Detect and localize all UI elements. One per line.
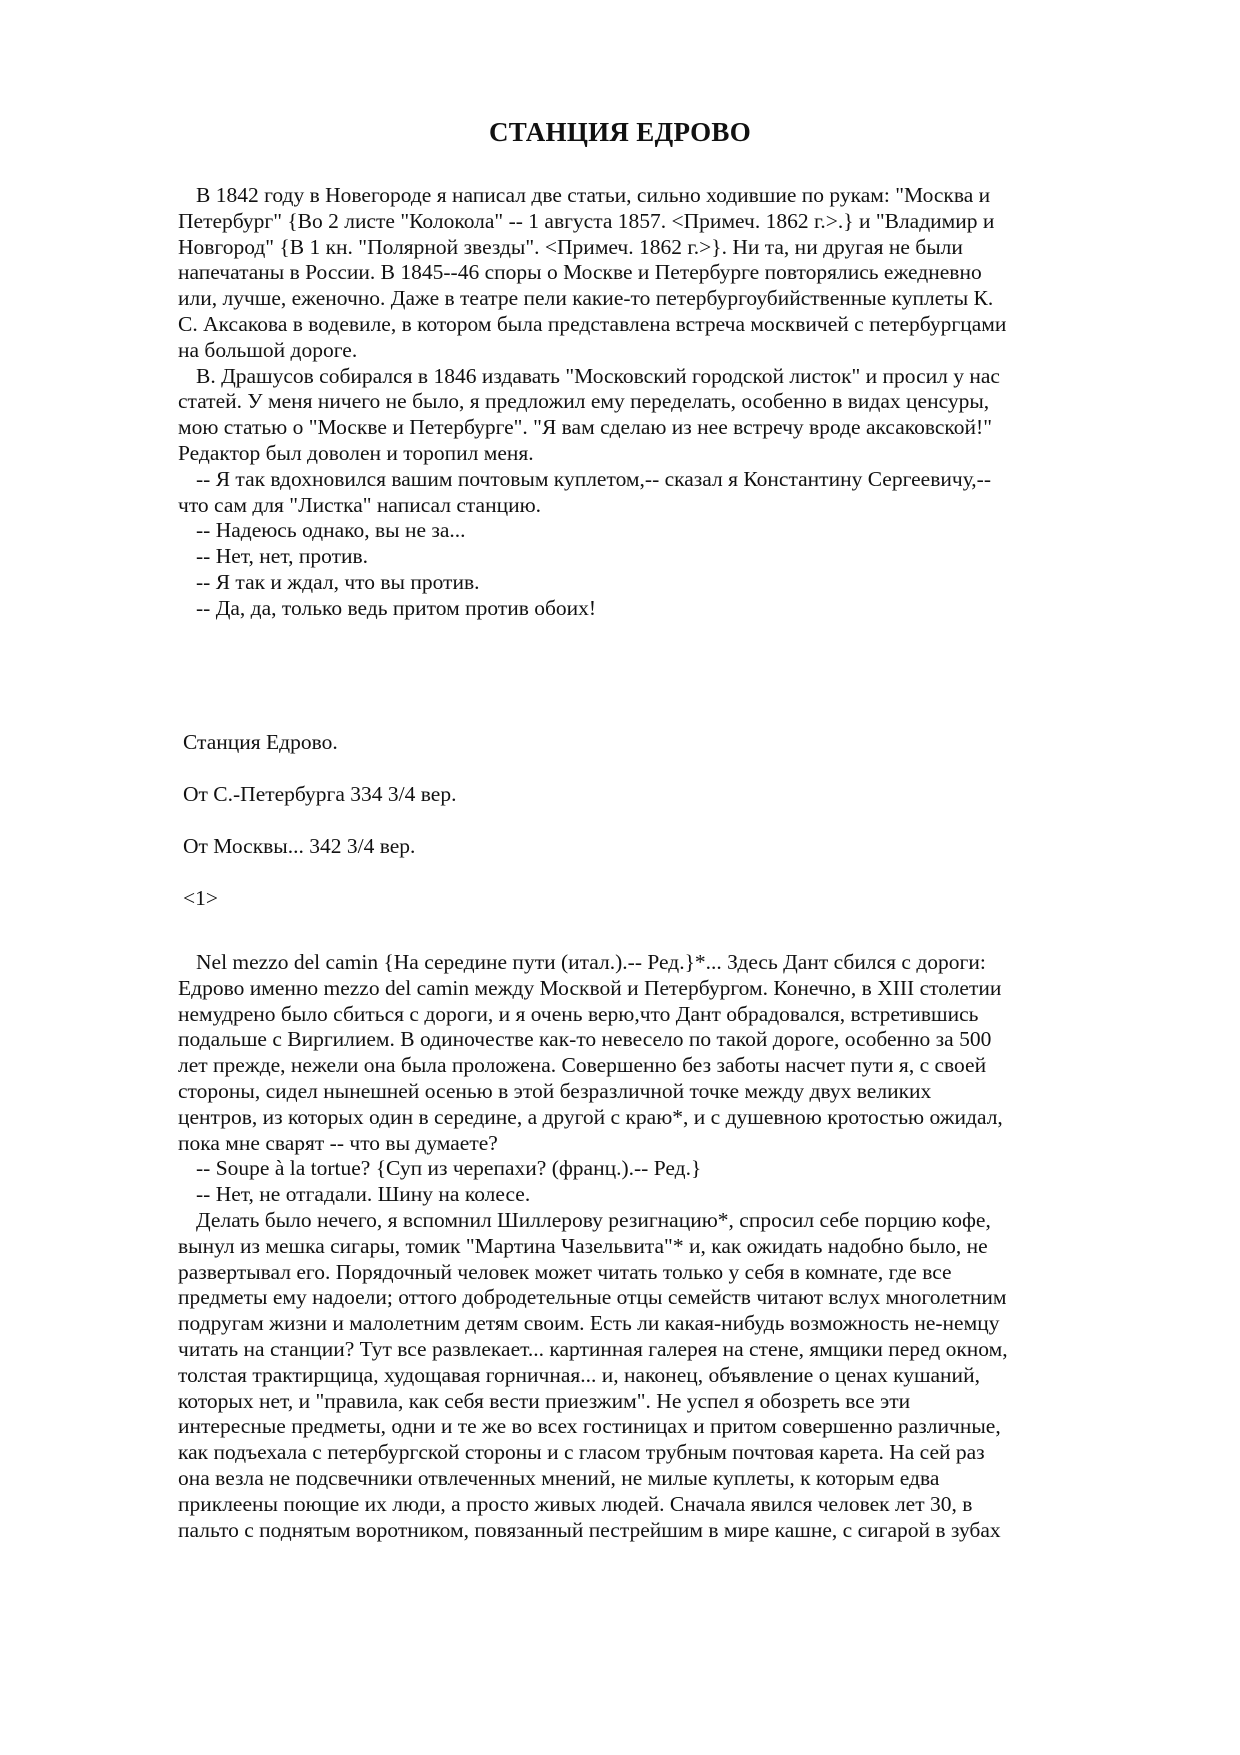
body-line: вынул из мешка сигары, томик "Мартина Чазельвита"* и, как ожидать надобно было, не bbox=[178, 1233, 988, 1258]
body-line: -- Soupe à la tortue? {Суп из черепахи? (франц.).-- Ред.} bbox=[196, 1156, 702, 1181]
body-line: толстая трактирщица, худощавая горничная... и, наконец, объявление о ценах кушаний, bbox=[178, 1362, 980, 1387]
body-line: Делать было нечего, я вспомнил Шиллерову резигнацию*, спросил себе порцию кофе, bbox=[196, 1208, 991, 1232]
intro-line: -- Надеюсь однако, вы не за... bbox=[196, 518, 466, 543]
header_lines-line: От С.-Петербурга 334 3/4 вер. bbox=[183, 782, 457, 806]
body-line: приклеены поющие их люди, а просто живых людей. Сначала явился человек лет 30, в bbox=[178, 1491, 973, 1516]
body-line: немудрено было сбиться с дороги, и я очень верю,что Дант обрадовался, встретившись bbox=[178, 1001, 979, 1026]
intro-line: Новгород" {В 1 кн. "Полярной звезды". <Примеч. 1862 г.>}. Ни та, ни другая не были bbox=[178, 234, 963, 259]
body-line: лет прежде, нежели она была проложена. Совершенно без заботы насчет пути я, с своей bbox=[178, 1053, 987, 1078]
body-line: интересные предметы, одни и те же во всех гостиницах и притом совершенно различные, bbox=[178, 1414, 1001, 1439]
intro-line: или, лучше, еженочно. Даже в театре пели какие-то петербургоубийственные куплеты К. bbox=[178, 286, 994, 311]
body-line: подругам жизни и малолетним детям своим. Есть ли какая-нибудь возможность не-немцу bbox=[178, 1311, 1000, 1336]
body-line: Едрово именно mezzo del camin между Москвой и Петербургом. Конечно, в XIII столетии bbox=[178, 975, 1002, 1000]
intro-line: напечатаны в России. В 1845--46 споры о Москве и Петербурге повторялись ежедневно bbox=[178, 260, 982, 285]
body-line: которых нет, и "правила, как себя вести приезжим". Не успел я обозреть все эти bbox=[178, 1388, 911, 1413]
body-line: развертывал его. Порядочный человек может читать только у себя в комнате, где все bbox=[178, 1259, 952, 1284]
body-line: как подъехала с петербургской стороны и с гласом трубным почтовая карета. На сей раз bbox=[178, 1440, 985, 1465]
body-line: стороны, сидел нынешней осенью в этой безразличной точке между двух великих bbox=[178, 1079, 932, 1103]
body-line: центров, из которых один в середине, а другой с краю*, и с душевною кротостью ожидал, bbox=[178, 1104, 1003, 1129]
body-line: -- Нет, не отгадали. Шину на колесе. bbox=[196, 1182, 531, 1207]
intro-line: В 1842 году в Новегороде я написал две статьи, сильно ходившие по рукам: "Москва и bbox=[196, 183, 991, 207]
document-title: СТАНЦИЯ ЕДРОВО bbox=[488, 117, 752, 147]
intro-line: -- Да, да, только ведь притом против обоих! bbox=[196, 595, 597, 620]
body-line: Nel mezzo del camin {На середине пути (итал.).-- Ред.}*... Здесь Дант сбился с дороги: bbox=[196, 950, 986, 974]
intro-line: статей. У меня ничего не было, я предложил ему переделать, особенно в видах ценсуры, bbox=[178, 389, 990, 414]
body-line: подальше с Виргилием. В одиночестве как-то невесело по такой дороге, особенно за 500 bbox=[178, 1027, 992, 1052]
intro-line: -- Я так вдохновился вашим почтовым куплетом,-- сказал я Константину Сергеевичу,-- bbox=[196, 466, 991, 491]
body-line: она везла не подсвечники отвлеченных мнений, не милые куплеты, к которым едва bbox=[178, 1466, 940, 1490]
intro-line: -- Нет, нет, против. bbox=[196, 544, 369, 569]
body-line: пальто с поднятым воротником, повязанный пестрейшим в мире кашне, с сигарой в зубах bbox=[178, 1517, 1001, 1542]
header_lines-line: От Москвы... 342 3/4 вер. bbox=[183, 834, 416, 858]
header_lines-line: Станция Едрово. bbox=[183, 730, 338, 754]
intro-line: Редактор был доволен и торопил меня. bbox=[178, 441, 534, 465]
header_lines-line: <1> bbox=[183, 886, 219, 910]
body-line: пока мне сварят -- что вы думаете? bbox=[178, 1130, 498, 1155]
intro-line: В. Драшусов собирался в 1846 издавать "Московский городской листок" и просил у нас bbox=[196, 363, 1000, 388]
body-line: читать на станции? Тут все развлекает... картинная галерея на стене, ямщики перед окном, bbox=[178, 1337, 1008, 1361]
intro-line: -- Я так и ждал, что вы против. bbox=[196, 570, 480, 594]
intro-line: на большой дороге. bbox=[178, 337, 358, 362]
intro-line: Петербург" {Во 2 листе "Колокола" -- 1 августа 1857. <Примеч. 1862 г.>.} и "Владимир и bbox=[178, 208, 995, 233]
intro-line: мою статью о "Москве и Петербурге". "Я вам сделаю из нее встречу вроде аксаковской!" bbox=[178, 415, 992, 440]
intro-line: что сам для "Листка" написал станцию. bbox=[178, 492, 542, 517]
intro-line: С. Аксакова в водевиле, в котором была представлена встреча москвичей с петербургцами bbox=[178, 312, 1007, 336]
body-line: предметы ему надоели; оттого добродетельные отцы семейств читают вслух многолетним bbox=[178, 1285, 1007, 1310]
